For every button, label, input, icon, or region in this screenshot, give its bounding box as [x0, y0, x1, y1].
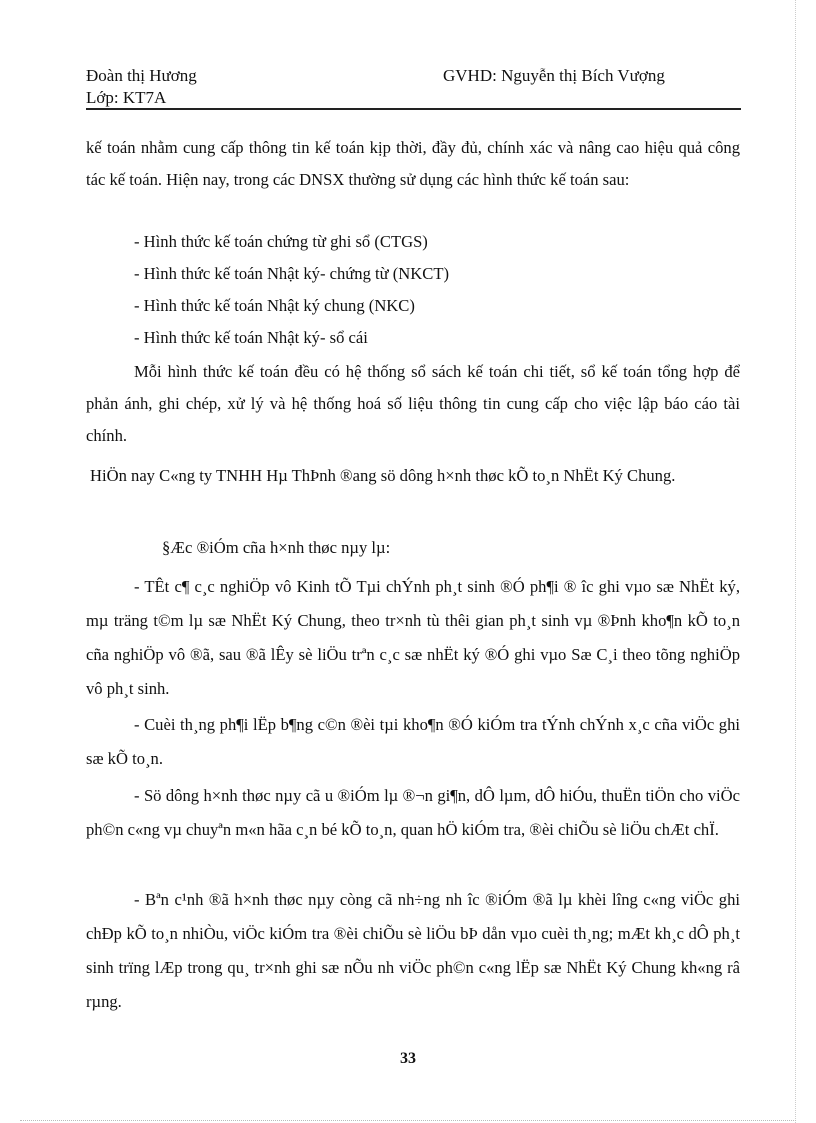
header-class: Lớp: KT7A [86, 88, 167, 107]
paragraph-forms: Mỗi hình thức kế toán đều có hệ thống sổ sách kế toán chi tiết, sổ kế toán tổng hợp để phản ánh, ghi chép, xử lý và hệ thống hoá số liệu thông tin cung cấp cho việc lập báo cáo tài chính. [86, 362, 740, 445]
paragraph-feature-1: - TÊt c¶ c¸c nghiÖp vô Kinh tÕ Tµi chÝnh ph¸t sinh ®Ó ph¶i ® îc ghi vµo sæ NhËt ký, mµ träng t©m lµ sæ NhËt Ký Chung, theo tr×nh tù thêi gian ph¸t sinh vµ ®Þnh kho¶n kÕ to¸n cña nghiÖp vô ®ã, sau ®ã lÊy sè liÖu trªn c¸c sæ nhËt ký ®Ó ghi vµo Sæ C¸i theo tõng nghiÖp vô ph¸t sinh. [86, 577, 740, 698]
margin-guide [795, 0, 796, 1123]
footer-guide [20, 1120, 796, 1121]
paragraph-disadvantages: - Bªn c¹nh ®ã h×nh thøc nµy còng cã nh÷ng nh îc ®iÓm ®ã lµ khèi lîng c«ng viÖc ghi chÐp kÕ to¸n nhiÒu, viÖc kiÓm tra ®èi chiÕu sè liÖu bÞ dån vµo cuèi th¸ng; mÆt kh¸c dÔ ph¸t sinh trïng lÆp trong qu¸ tr×nh ghi sæ nÕu nh viÖc ph©n c«ng lËp sæ NhËt Ký Chung kh«ng râ rµng. [86, 890, 740, 1011]
paragraph-company: HiÖn nay C«ng ty TNHH Hµ ThÞnh ®ang sö dông h×nh thøc kÕ to¸n NhËt Ký Chung. [90, 466, 676, 485]
paragraph-advantages: - Sö dông h×nh thøc nµy cã u ®iÓm lµ ®¬n gi¶n, dÔ lµm, dÔ hiÓu, thuËn tiÖn cho viÖc ph©n c«ng vµ chuyªn m«n hãa c¸n bé kÕ to¸n, quan hÖ kiÓm tra, ®èi chiÕu sè liÖu chÆt chÏ. [86, 786, 740, 839]
list-item: - Hình thức kế toán Nhật ký- sổ cái [134, 328, 368, 347]
list-item: - Hình thức kế toán chứng từ ghi sổ (CTGS) [134, 232, 428, 251]
list-item: - Hình thức kế toán Nhật ký chung (NKC) [134, 296, 415, 315]
header-author: Đoàn thị Hương [86, 66, 197, 85]
paragraph-feature-2: - Cuèi th¸ng ph¶i lËp b¶ng c©n ®èi tµi kho¶n ®Ó kiÓm tra tÝnh chÝnh x¸c cña viÖc ghi sæ kÕ to¸n. [86, 715, 740, 768]
header-advisor: GVHD: Nguyễn thị Bích Vượng [443, 66, 665, 85]
page-number: 33 [400, 1050, 416, 1067]
header-divider [86, 108, 741, 110]
list-item: - Hình thức kế toán Nhật ký- chứng từ (NKCT) [134, 264, 449, 283]
subheading-features: §Æc ®iÓm cña h×nh thøc nµy lµ: [162, 538, 391, 557]
paragraph-intro: kế toán nhằm cung cấp thông tin kế toán kịp thời, đầy đủ, chính xác và nâng cao hiệu quả công tác kế toán. Hiện nay, trong các DNSX thường sử dụng các hình thức kế toán sau: [86, 138, 740, 189]
